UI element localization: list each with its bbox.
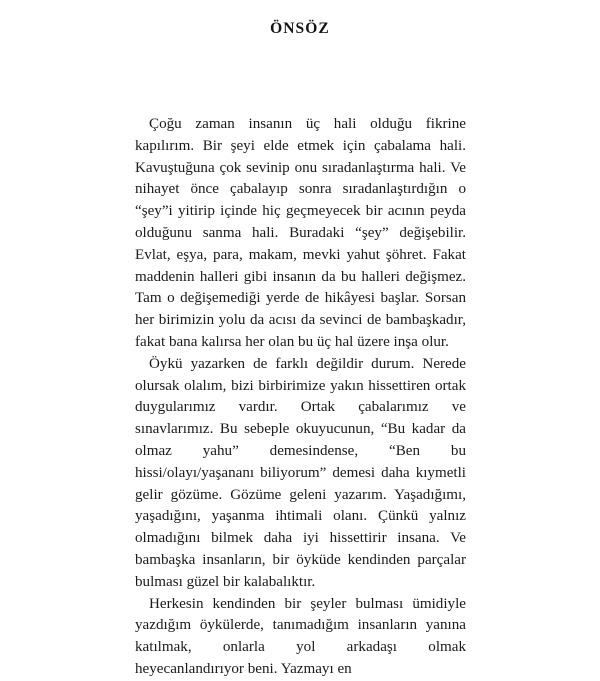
paragraph: Öykü yazarken de farklı değildir durum. Nerede olursak olalım, bizi birbirimize yakın hissettiren ortak duygularımız vardır. Ortak çabalarımız ve sınavlarımız. Bu sebeple okuyucunun, “Bu kadar da olmaz yahu” demesindense, “Ben bu hissi/olayı/yaşananı biliyorum” demesi daha kıymetli gelir gözüme. Gözüme geleni yazarım. Yaşadığımı, yaşadığını, yaşanma ihtimali olanı. Çünkü yalnız olmadığını bilmek daha iyi hissettirir insana. Ve bambaşka insanların, bir öyküde kendinden parçalar bulması güzel bir kalabalıktır. bbox=[135, 355, 466, 590]
paragraph: Çoğu zaman insanın üç hali olduğu fikrine kapılırım. Bir şeyi elde etmek için çabalama hali. Kavuştuğuna çok sevinip onu sıradanlaştırma hali. Ve nihayet önce çabalayıp sonra sıradanlaştırdığın o “şey”i yitirip içinde hiç geçmeyecek bir acının peyda olduğunu sanma hali. Buradaki “şey” değişebilir. Evlat, eşya, para, makam, mevki yahut şöhret. Fakat maddenin halleri gibi insanın da bu halleri değişmez. Tam o değişemediği yerde de hikâyesi başlar. Sorsan her birimizin yolu da acısı da sevinci de bambaşkadır, fakat bana kalırsa her olan bu üç hal üzere inşa olur. bbox=[135, 116, 466, 350]
body-text-block bbox=[135, 114, 466, 681]
paragraph: Herkesin kendinden bir şeyler bulması ümidiyle yazdığım öykülerde, tanımadığım insanların yanına katılmak, onlarla yol arkadaşı olmak heyecanlandırıyor beni. Yazmayı en bbox=[135, 595, 466, 677]
chapter-title: ÖNSÖZ bbox=[270, 20, 330, 37]
